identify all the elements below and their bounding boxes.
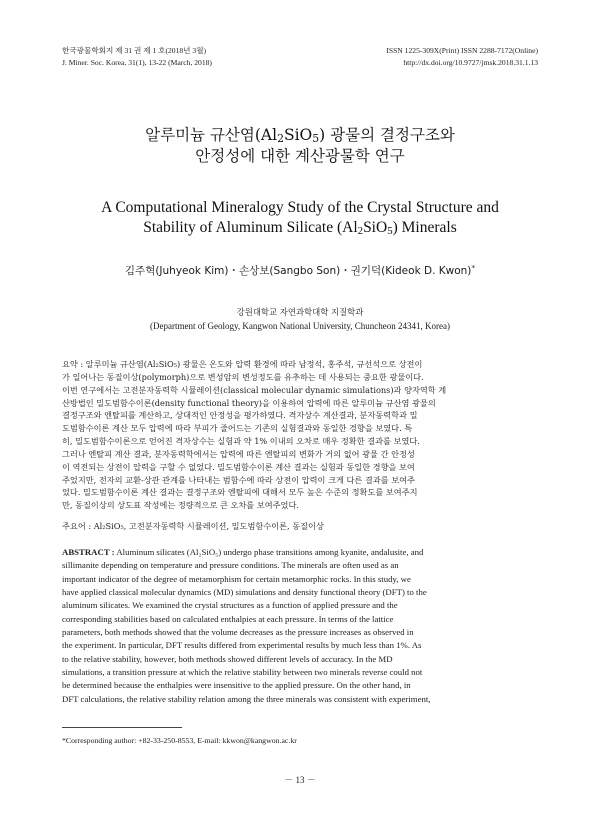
abstract-en-line: simulations, a transition pressure at which the relative stability between two minerals reverse could not <box>62 667 423 678</box>
abstract-ko-line: 히, 밀도범함수이론으로 얻어진 격자상수는 실험과 약 1% 이내의 오차로 매우 정확한 결과를 보였다. <box>62 436 420 447</box>
abstract-ko-line: 산방법인 밀도범함수이론(density functional theory)을 이용하여 압력에 따른 알루미늄 규산염 광물의 <box>62 397 436 408</box>
footnote-divider <box>62 727 182 728</box>
issn-header: ISSN 1225-309X(Print) ISSN 2288-7172(Online) <box>386 46 538 55</box>
abstract-en-line: parameters, both methods showed that the volume decreases as the pressure increases as observed in <box>62 627 414 638</box>
journal-header-ko: 한국광물학회지 제 31 권 제 1 호(2018년 3월) <box>62 46 207 55</box>
abstract-en-line: have applied classical molecular dynamics (MD) simulations and density functional theory (DFT) to the <box>62 587 427 598</box>
abstract-en-line: sillimanite depending on temperature and pressure conditions. The minerals are often used as an <box>62 560 399 571</box>
affiliation-en: (Department of Geology, Kangwon National University, Chuncheon 24341, Korea) <box>149 321 450 331</box>
english-title: A Computational Mineralogy Study of the Crystal Structure and Stability of Aluminum Silicate $(Al_2SiO_5)$ Minerals <box>101 199 499 237</box>
abstract-ko-line: 주었지만, 전자의 교환-상관 관계를 나타내는 범함수에 따라 상전이 압력이 크게 다른 결과를 보여주 <box>62 474 415 485</box>
journal-header-en: J. Miner. Soc. Korea, 31(1), 13-22 (March, 2018) <box>62 58 212 67</box>
abstract-ko-line: 요약 : 알루미늄 규산염(Al₂SiO₅) 광물은 온도와 압력 환경에 따라 남정석, 홍주석, 규선석으로 상전이 <box>62 359 423 369</box>
abstract-en-line: important indicator of the degree of metamorphism for certain metamorphic rocks. In this study, we <box>62 573 411 584</box>
abstract-ko-line: 결정구조와 엔탈피를 계산하고, 상대적인 안정성을 평가하였다. 격자상수 계산결과, 분자동력학과 밀 <box>62 410 418 421</box>
page-number: － 13 － <box>284 775 316 785</box>
abstract-label: ABSTRACT : <box>62 547 115 557</box>
author-list: 김주혁(Juhyeok Kim)・손상보(Sangbo Son)・권기덕(Kideok D. Kwon)* <box>124 263 476 277</box>
korean-abstract <box>62 358 538 512</box>
abstract-en-line: ABSTRACT : Aluminum silicates (Al₂SiO₅) undergo phase transitions among kyanite, andalusite, and <box>62 547 424 557</box>
abstract-ko-line: 그러나 엔탈피 계산 결과, 분자동력학에서는 압력에 따른 엔탈피의 변화가 거의 없어 광물 간 안정성 <box>62 448 415 459</box>
doi-link[interactable]: http://dx.doi.org/10.9727/jmsk.2018.31.1.13 <box>403 58 538 67</box>
abstract-en-line: corresponding stabilities based on calculated enthalpies at each pressure. In terms of the lattice <box>62 613 394 624</box>
abstract-en-line: aluminum silicates. We examined the crystal structures as a function of applied pressure and the <box>62 600 398 611</box>
abstract-ko-line: 만, 동질이상의 상도표 작성에는 정량적으로 큰 오차를 보여주었다. <box>62 500 299 511</box>
english-abstract <box>62 546 538 706</box>
keywords-ko: 주요어 : Al₂SiO₅, 고전분자동력학 시뮬레이션, 밀도범함수이론, 동질이상 <box>62 521 324 531</box>
corresponding-author-footnote: *Corresponding author: +82-33-250-8553, E-mail: kkwon@kangwon.ac.kr <box>62 736 297 745</box>
affiliation-ko: 강원대학교 자연과학대학 지질학과 <box>236 307 364 317</box>
abstract-ko-line: 었다. 밀도범함수이론 계산 결과는 결정구조와 엔탈피에 대해서 모두 높은 수준의 정확도를 보여주지 <box>62 487 418 498</box>
corresponding-mark: * <box>471 263 476 272</box>
abstract-ko-line: 가 일어나는 동질이상(polymorph)으로 변성암의 변성정도를 유추하는 데 사용되는 중요한 광물이다. <box>62 371 424 382</box>
abstract-en-line: be determined because the enthalpies were insensitive to the applied pressure. On the other hand, in <box>62 680 411 691</box>
abstract-en-line: DFT calculations, the relative stability relation among the three minerals was consistent with experiment, <box>62 693 431 704</box>
abstract-ko-line: 도범함수이론 계산 모두 압력에 따라 부피가 줄어드는 기존의 실험결과와 동일한 경향을 보였다. 특 <box>62 423 413 434</box>
abstract-ko-line: 이 역전되는 상전이 압력을 구할 수 없었다. 밀도범함수이론 계산 결과는 실험과 동일한 경향을 보여 <box>62 461 415 472</box>
abstract-en-line: to the relative stability, however, both methods showed different levels of accuracy. In the MD <box>62 653 393 664</box>
abstract-en-line: the experiment. In particular, DFT results differed from experimental results by much less than 1%. As <box>62 640 422 651</box>
abstract-ko-line: 이번 연구에서는 고전분자동력학 시뮬레이션(classical molecular dynamic simulations)과 양자역학 계 <box>62 384 447 395</box>
korean-title: 알루미늄 규산염$(Al_2SiO_5)$ 광물의 결정구조와 안정성에 대한 계산광물학 연구 <box>145 126 455 165</box>
